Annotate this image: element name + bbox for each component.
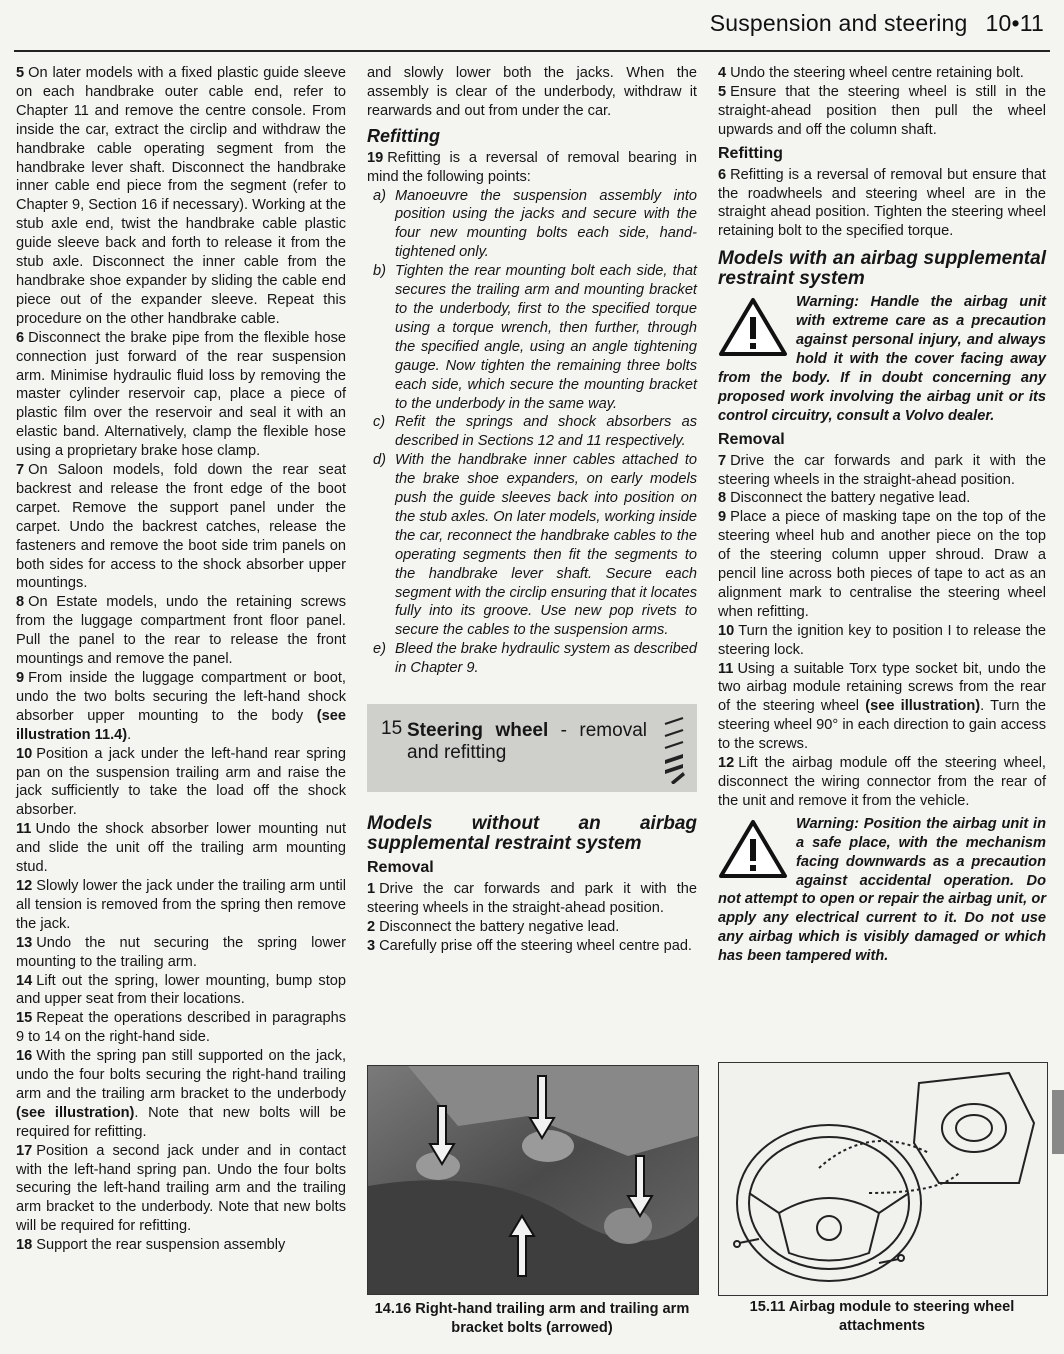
trailing-arm-photo-illustration bbox=[368, 1066, 698, 1294]
header-rule bbox=[14, 50, 1050, 52]
paragraph-8: 8 On Estate models, undo the retaining screws from the luggage compartment front floor panel. Pull the panel to the rear to release the front mountings and remove the panel. bbox=[16, 594, 346, 668]
page-header bbox=[0, 0, 1064, 48]
paragraph-10: 10 Position a jack under the left-hand rear spring pan on the suspension trailing arm and raise the jack sufficiently to take the load off the shock absorber. bbox=[16, 745, 346, 819]
refitting-point: e) Bleed the brake hydraulic system as described in Chapter 9. bbox=[373, 641, 697, 677]
paragraph-13: 13 Undo the nut securing the spring lower mounting to the trailing arm. bbox=[16, 934, 346, 970]
paragraph-2: 2 Disconnect the battery negative lead. bbox=[367, 918, 620, 935]
continued-paragraph: and slowly lower both the jacks. When the assembly is clear of the underbody, withdraw it rearwards and out from under the car. bbox=[367, 65, 697, 119]
running-head bbox=[710, 10, 1044, 37]
paragraph-11: 11 Using a suitable Torx type socket bit, undo the two airbag module retaining screws from the rear of the steering wheel (see illustration). Turn the steering wheel 90° in each direction to gain access to the screws. bbox=[718, 660, 1047, 753]
paragraph-15: 15 Repeat the operations described in paragraphs 9 to 14 on the right-hand side. bbox=[16, 1010, 346, 1046]
paragraph-12: 12 Lift the airbag module off the steering wheel, disconnect the wiring connector from the rear of the unit and remove it from the vehicle. bbox=[718, 755, 1046, 809]
steering-wheel-airbag-drawing bbox=[719, 1063, 1047, 1295]
no-airbag-heading: Models without an airbag supplemental restraint system bbox=[367, 813, 697, 855]
paragraph-8: 8 Disconnect the battery negative lead. bbox=[718, 490, 971, 507]
paragraph-4: 4 Undo the steering wheel centre retaining bolt. bbox=[718, 65, 1024, 81]
refitting-points-list bbox=[367, 187, 697, 679]
paragraph-17: 17 Position a second jack under and in contact with the left-hand spring pan. Undo the four bolts securing the left-hand trailing arm and the trailing arm bracket to the underbody. Note that new bolts will be required for refitting. bbox=[16, 1142, 346, 1235]
refitting-heading-2: Refitting bbox=[718, 144, 783, 162]
paragraph-9: 9 From inside the luggage compartment or boot, undo the two bolts securing the left-hand shock absorber upper mounting to the body (see illustration 11.4). bbox=[16, 670, 346, 743]
paragraph-7: 7 Drive the car forwards and park it with the steering wheels in the straight-ahead position. bbox=[718, 452, 1046, 488]
airbag-removal-paragraphs bbox=[718, 452, 1046, 811]
refitting-point: a) Manoeuvre the suspension assembly into position using the jacks and secure with the four new mounting bolts each side, hand-tightened only. bbox=[373, 187, 697, 261]
figure-15-11-drawing bbox=[718, 1062, 1048, 1296]
figure-14-16-photo bbox=[367, 1065, 699, 1295]
section-title: Steering wheel - removal and refitting bbox=[407, 720, 647, 764]
running-head-title: Suspension and steering bbox=[709, 10, 968, 36]
paragraph-7: 7 On Saloon models, fold down the rear seat backrest and release the front edge of the boot carpet. Remove the support panel under the carpet. Undo the backrest catches, release the fasteners and remove the boot side trim panels on both sides for access to the shock absorber upper mountings. bbox=[16, 462, 346, 592]
illustration-reference: (see illustration) bbox=[865, 698, 981, 715]
paragraph-5: 5 Ensure that the steering wheel is still in the straight-ahead position then pull the wheel upwards and off the column shaft. bbox=[718, 83, 1046, 138]
paragraph-10: 10 Turn the ignition key to position I to release the steering lock. bbox=[718, 622, 1046, 658]
paragraph-14: 14 Lift out the spring, lower mounting, bump stop and upper seat from their locations. bbox=[16, 972, 346, 1008]
figure-14-16-caption: 14.16 Right-hand trailing arm and trailing arm bracket bolts (arrowed) bbox=[374, 1301, 690, 1336]
refitting-heading: Refitting bbox=[367, 125, 440, 146]
chapter-thumb-tab bbox=[1052, 1090, 1064, 1154]
removal-paragraphs bbox=[367, 880, 697, 956]
airbag-heading: Models with an airbag supplemental restraint system bbox=[718, 248, 1046, 290]
column-3 bbox=[718, 64, 1046, 966]
refitting-point: c) Refit the springs and shock absorbers as described in Sections 12 and 11 respectively. bbox=[373, 414, 697, 450]
paragraph-6: 6 Disconnect the brake pipe from the flexible hose connection just forward of the rear suspension arm. Minimise hydraulic fluid loss by removing the master cylinder reservoir cap, place a piece of plastic film over the reservoir and seal it with an elastic band. Alternatively, clamp the flexible hose using a proprietary brake hose clamp. bbox=[16, 329, 346, 460]
section-15-banner bbox=[367, 704, 697, 792]
page-number: 10•11 bbox=[985, 10, 1044, 36]
paragraph-5: 5 On later models with a fixed plastic guide sleeve on each handbrake outer cable end, refer to Chapter 11 and remove the centre console. From inside the car, extract the circlip and withdraw the handbrake cable operating segment from the handbrake lever shaft. Disconnect the handbrake inner cable end piece from the segment (refer to Chapter 9, Section 16 if necessary). Working at the stub axle end, twist the handbrake cable plastic guide sleeve back and forth to release it from the stub axle. Disconnect the inner cable from the handbrake shoe expander by sliding the cable end piece out of the expander sleeve. Repeat this procedure on the other handbrake cable. bbox=[16, 65, 346, 327]
figure-15-11-caption: 15.11 Airbag module to steering wheel attachments bbox=[749, 1299, 1015, 1334]
paragraph-6: 6 Refitting is a reversal of removal but ensure that the roadwheels and steering wheel are in the straight ahead position. Tighten the steering wheel retaining bolt to the specified torque. bbox=[718, 166, 1046, 240]
refitting-point: b) Tighten the rear mounting bolt each side, that secures the trailing arm and mounting bracket to the underbody, first to the specified torque using a torque wrench, then further, through the specified angle, using an angle tightening gauge. Now tighten the remaining three bolts each side, which secure the mounting bracket to the underbody in the same way. bbox=[373, 263, 697, 412]
paragraph-19: 19 Refitting is a reversal of removal bearing in mind the following points: bbox=[367, 149, 697, 185]
paragraph-3: 3 Carefully prise off the steering wheel centre pad. bbox=[367, 937, 692, 954]
warning-handle-airbag: Warning: Handle the airbag unit with extreme care as a precaution against personal injury, and always hold it with the cover facing away from the body. If in doubt concerning any proposed work involving the airbag unit or its control circuitry, consult a Volvo dealer. bbox=[718, 294, 1046, 424]
column-2 bbox=[367, 64, 697, 956]
warning-triangle-icon bbox=[718, 819, 788, 879]
paragraph-12: 12 Slowly lower the jack under the trailing arm until all tension is removed from the spring then remove the jack. bbox=[16, 877, 346, 932]
refitting-point: d) With the handbrake inner cables attached to the brake shoe expanders, on early models push the guide sleeves back into position on the stub axles. On later models, working inside the car, reconnect the handbrake cables to the operating segments then fit the segments to the handbrake lever shaft. Secure each segment with the circlip ensuring that it locates fully into its groove. Use new pop rivets to secure the cables to the suspension arms. bbox=[373, 452, 697, 639]
warning-position-airbag: Warning: Position the airbag unit in a safe place, with the mechanism facing downwards as a precaution against accidental operation. Do not attempt to open or repair the airbag unit, or apply any electrical current to it. Do not use any airbag which is visibly damaged or which has been tampered with. bbox=[718, 815, 1046, 965]
paragraph-9: 9 Place a piece of masking tape on the top of the steering wheel hub and another piece on the top of the steering column upper shroud. Draw a pencil line across both pieces of tape to act as an alignment mark to centralise the steering wheel when refitting. bbox=[718, 509, 1046, 620]
paragraph-16: 16 With the spring pan still supported on the jack, undo the four bolts securing the right-hand trailing arm and the trailing arm bracket to the underbody (see illustration). Note that new bolts will be required for refitting. bbox=[16, 1048, 347, 1140]
difficulty-spanner-icon bbox=[661, 714, 689, 784]
column-1 bbox=[16, 64, 346, 1255]
section-number: 15 bbox=[381, 718, 403, 740]
removal-heading: Removal bbox=[367, 859, 434, 877]
removal-heading-2: Removal bbox=[718, 430, 785, 448]
paragraph-11: 11 Undo the shock absorber lower mounting nut and slide the unit off the trailing arm mounting stud. bbox=[16, 821, 346, 876]
removal-continued-paragraphs bbox=[718, 64, 1046, 140]
paragraph-1: 1 Drive the car forwards and park it with the steering wheels in the straight-ahead position. bbox=[367, 881, 697, 916]
warning-triangle-icon bbox=[718, 297, 788, 357]
paragraph-18: 18 Support the rear suspension assembly bbox=[16, 1237, 286, 1254]
illustration-reference: (see illustration 11.4) bbox=[16, 707, 346, 743]
illustration-reference: (see illustration) bbox=[16, 1104, 135, 1121]
